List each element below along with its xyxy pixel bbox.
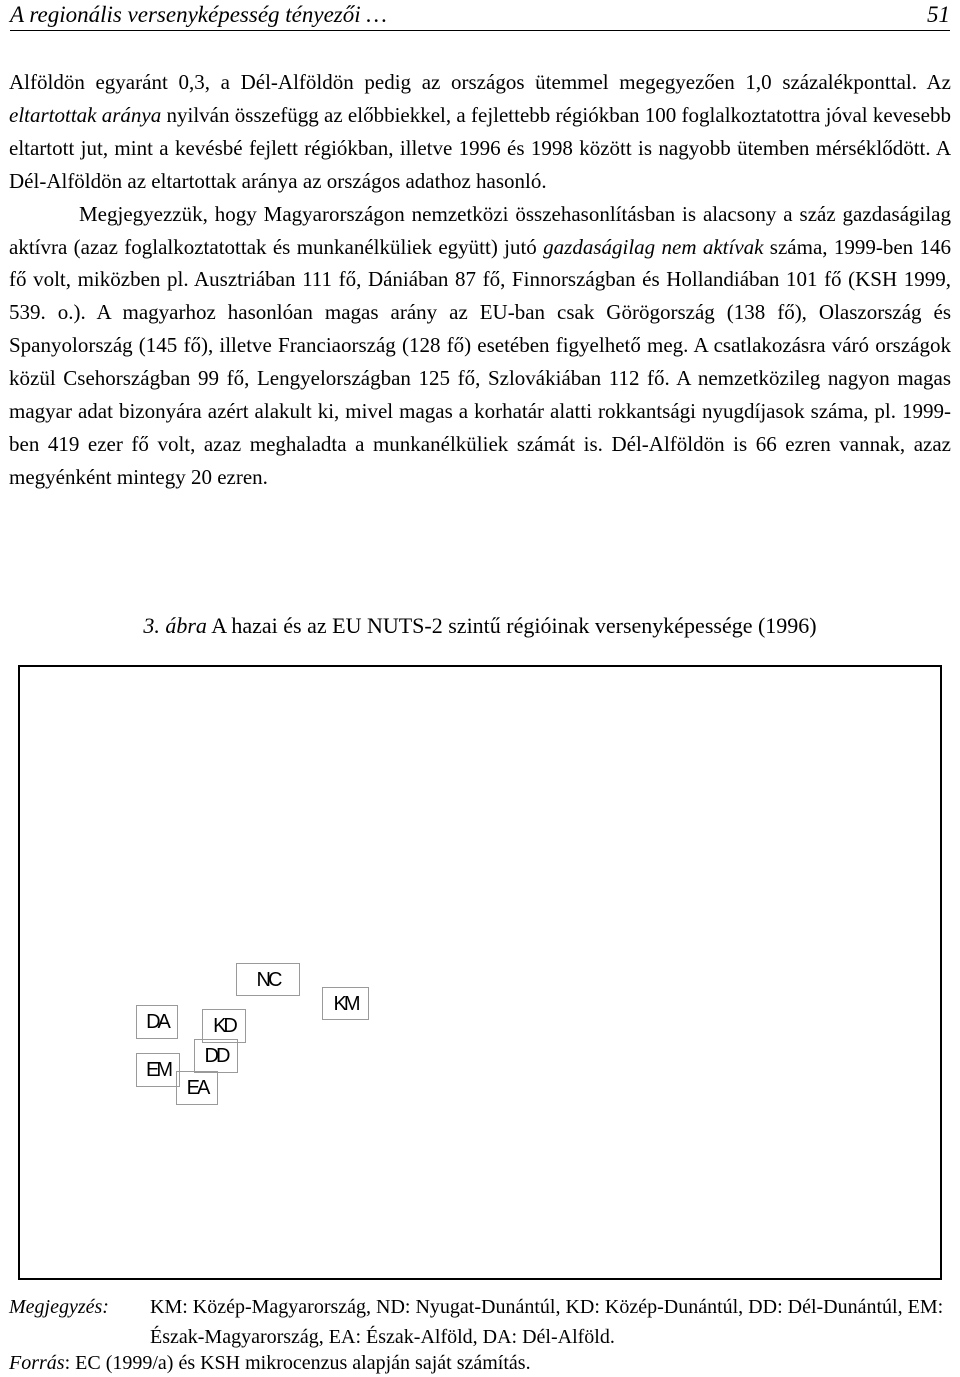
note-label: Megjegyzés [9,1296,103,1318]
paragraph-1-text-b: nyilván összefügg az előbbiekkel, a fejlettebb régiókban 100 foglalkoztatottra jóval kevesebb eltartott jut, mint a kevésbé fejlett régiókban, illetve 1996 és 1998 között is nagyobb ütemben mérséklődött. A Dél-Alföldön az eltartottak aránya az országos adathoz hasonló. [9,102,951,193]
source-label: Forrás [9,1352,65,1374]
paragraph-2-emphasis: gazdaságilag nem aktívak [543,234,764,259]
figure-caption [0,610,960,642]
paragraph-2 [9,198,951,494]
figure-source [9,1349,531,1377]
region-label-kd: KD [202,1009,246,1043]
source-text: : EC (1999/a) és KSH mikrocenzus alapján saját számítás. [64,1352,531,1374]
region-label-nc: NC [236,963,300,996]
paragraph-2-text-b: száma, 1999-ben 146 fő volt, miközben pl. Ausztriában 111 fő, Dániában 87 fő, Finnországban és Hollandiában 101 fő (KSH 1999, 539. o.). A magyarhoz hasonlóan magas arány az EU-ban csak Görögország (138 fő), Olaszország és Spanyolország (145 fő), illetve Franciaország (128 fő) esetében figyelhető meg. A csatlakozásra váró országok közül Csehországban 99 fő, Lengyelországban 125 fő, Szlovákiában 112 fő. A nemzetközileg nagyon magas magyar adat bizonyára azért alakult ki, mivel magas a korhatár alatti rokkantsági nyugdíjasok száma, pl. 1999-ben 419 ezer fő volt, azaz meghaladta a munkanélküliek számát is. Dél-Alföldön is 66 ezren vannak, azaz megyénként mintegy 20 ezren. [9,234,952,489]
body-text [9,66,951,494]
paragraph-1-text-a: Alföldön egyaránt 0,3, a Dél-Alföldön pedig az országos ütemmel megegyezően 1,0 százalékponttal. Az [9,70,951,94]
region-label-km: KM [322,987,369,1020]
region-label-em: EM [136,1053,180,1087]
note-row [9,1292,954,1352]
region-label-dd: DD [194,1039,238,1073]
figure-frame [18,665,942,1280]
note-text: KM: Közép-Magyarország, ND: Nyugat-Dunántúl, KD: Közép-Dunántúl, DD: Dél-Dunántúl, EM: Észak-Magyarország, EA: Észak-Alföld, DA: Dél-Alföld. [150,1296,944,1348]
page-number: 51 [927,2,950,27]
paragraph-1 [9,66,951,198]
running-header [10,2,950,31]
figure-title: A hazai és az EU NUTS-2 szintű régióinak versenyképessége (1996) [206,613,817,638]
note-label-cell [9,1292,150,1352]
paragraph-2-text-a: Megjegyezzük, hogy Magyarországon nemzetközi összehasonlításban is alacsony a száz gazdaságilag aktívra (azaz foglalkoztatottak és munkanélküliek együtt) jutó [9,201,951,259]
figure-note [9,1292,954,1352]
paragraph-1-emphasis: eltartottak aránya [9,102,162,127]
region-label-ea: EA [176,1071,218,1105]
running-title: A regionális versenyképesség tényezői … [10,2,387,27]
note-colon: : [102,1296,109,1318]
region-label-da: DA [136,1005,178,1039]
figure-number: 3. ábra [143,613,207,638]
